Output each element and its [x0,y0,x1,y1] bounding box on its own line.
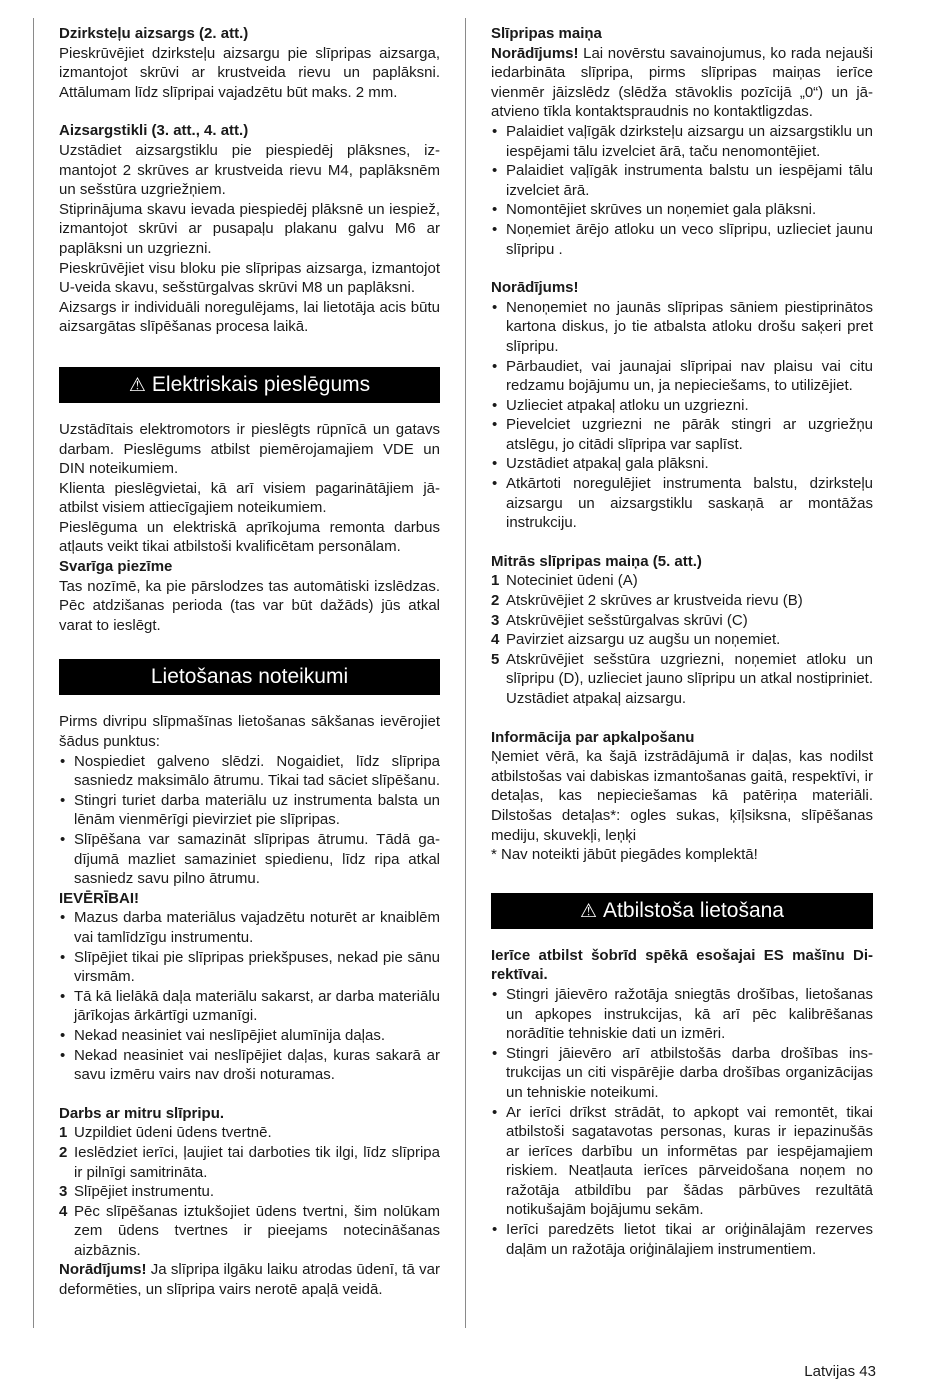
step-number: 1 [59,1124,68,1142]
left-margin-rule [33,18,34,1328]
important-note-text: Tas nozīmē, ka pie pārslodzes tas automātiski izslēdzas. Pēc atdzišanas perioda (tas var būt dažāds) jūs atkal varat to ieslēgt. [59,577,440,634]
note-text: Lai novērstu savainojumus, ko rada nejauši iedarbināta slīpripa, pirms slīpripas maiņas ierīce vienmēr jāizslēdz (slēdža stāvoklis pozīcijā „0“) un jāatvieno tīkla kontaktspraudnis no kontaktligzdas. [491,44,873,121]
warning-icon: ⚠ [580,900,598,922]
intended-use-list [491,985,873,1259]
list-item: • Nenoņemiet no jaunās slīpripas sāniem piestiprinātos kartona diskus, jo tie atbalsta atloku drošu saķeri pret slīpripu. [491,298,873,357]
eye-shield-heading: Aizsargstikli (3. att., 4. att.) [59,122,249,140]
step-text: Ieslēdziet ierīci, ļaujiet tai darboties tik ilgi, līdz slīpripa ir pilnīgi samitrināta. [74,1143,440,1181]
step-text: Atskrūvējiet 2 skrūves ar krustveida rievu (B) [506,592,803,610]
step-number: 2 [491,592,500,610]
banner-title: Lietošanas noteikumi [150,665,349,689]
page-number: Latvijas 43 [804,1363,876,1380]
wet-wheel-heading: Darbs ar mitru slīpripu. [59,1104,225,1122]
step-text: Noteciniet ūdeni (A) [506,572,638,590]
step-text: Atskrūvējiet sešstūra uzgriezni, noņemiet atloku un slīpripu (D), uzlieciet jauno slīpripu un atkal nostipriniet. Uzstādiet atpakaļ aizsargu. [506,650,873,707]
wet-wheel-steps [59,1123,440,1260]
right-column [491,24,873,1259]
list-item: • Stingri turiet darba materiālu uz instrumenta balsta un lēnām vienmērīgi pievirziet pie slīpripas. [59,791,440,830]
electrical-text-3: Pieslēguma un elektriskā aprīkojuma remonta darbus atļauts veikt tikai atbilstoši kvalificētam personālam. [59,518,440,556]
list-item [491,591,873,611]
attention-heading: IEVĒRĪBAI! [59,889,140,907]
step-text: Uzpildiet ūdeni ūdens tvertnē. [74,1124,272,1142]
list-item [491,650,873,709]
note-label: Norādījums! [59,1261,147,1279]
step-number: 3 [491,611,500,629]
banner-title: Elektriskais pieslēgums [151,372,371,396]
list-item: • Nekad neasiniet vai neslīpējiet daļas, kuras sakarā ar savu izmēru vairs nav droši noturamas. [59,1046,440,1085]
step-number: 4 [59,1202,68,1220]
operating-rules-banner [59,659,440,695]
list-item [491,630,873,650]
wheel-change-heading: Slīpripas maiņa [491,25,602,42]
spark-guard-heading: Dzirksteļu aizsargs (2. att.) [59,25,249,42]
list-item [59,1182,440,1202]
wet-wheel-change-heading: Mitrās slīpripas maiņa (5. att.) [491,552,702,570]
list-item: • Palaidiet vaļīgāk dzirksteļu aizsargu un aizsargstiklu un iespējami tālu izvelciet ārā, taču nenomontējiet. [491,122,873,161]
step-number: 2 [59,1143,68,1161]
banner-title: Atbilstoša lietošana [603,898,784,922]
electrical-connection-banner [59,367,440,403]
list-item [59,1143,440,1182]
list-item [491,571,873,591]
wheel-change-list [491,122,873,259]
eye-shield-text-3: Pieskrūvējiet visu bloku pie slīpripas aizsarga, izmantojot U-veida skavu, sešstūrgalvas skrūvi M8 un paplāksni. [59,259,440,297]
electrical-text-1: Uzstādītais elektromotors ir pieslēgts rūpnīcā un gatavs darbam. Pieslēgums atbilst piemērojamajiem VDE un DIN noteikumiem. [59,420,440,478]
note-label: Norādījums! [491,44,579,62]
note-heading: Norādījums! [491,279,579,297]
step-number: 4 [491,631,500,649]
step-number: 3 [59,1183,68,1201]
list-item: • Ar ierīci drīkst strādāt, to apkopt vai remontēt, tikai atbilstoši sagatavotas personas, kuras ir iepazinušās ar ierīces darbību un informētas par iespējamajiem riskiem. Neatļauta ierīces pārveidošana noņem no ražotāja atbildību par šādas pārbūves rezultātā notikušajām bojājumu sekām. [491,1103,873,1221]
list-item: • Slīpējiet tikai pie slīpripas priekšpuses, nekad pie sānu virsmām. [59,948,440,987]
spark-guard-text: Pieskrūvējiet dzirksteļu aizsargu pie slīpripas aizsarga, izmantojot skrūvi ar krustveida rievu un paplāksni. Attālumam līdz slīpripai vajadzētu būt maks. 2 mm. [59,44,440,101]
operating-intro: Pirms divripu slīpmašīnas lietošanas sākšanas ievērojiet šādus punktus: [59,713,440,751]
electrical-text-2: Klienta pieslēgvietai, kā arī visiem pagarinātājiem jāatbilst visiem attiecīgajiem noteikumiem. [59,479,440,517]
list-item [491,611,873,631]
list-item [59,1202,440,1261]
warning-icon: ⚠ [128,374,146,396]
step-number: 1 [491,572,500,590]
eye-shield-text-4: Aizsargs ir individuāli noregulējams, lai lietotāja acis būtu aizsargātas slīpēšanas procesa laikā. [59,298,440,336]
list-item: • Mazus darba materiālus vajadzētu noturēt ar knaiblēm vai tamlīdzīgu instrumentu. [59,908,440,947]
list-item [59,1123,440,1143]
step-number: 5 [491,650,500,668]
service-info-heading: Informācija par apkalpošanu [491,728,695,746]
eye-shield-text-2: Stiprinājuma skavu ievada piespiedēj plāksnē un iespiež, izmantojot skrūvi ar pusapaļu plakanu galvu M6 ar paplāksni un uzgriezni. [59,200,440,257]
service-info-text: Ņemiet vērā, ka šajā izstrādājumā ir daļas, kas nodilst atbilstošas vai dabiskas izmantošanas gaitā, respektīvi, ir detaļas, kas nepieciešamas kā patēriņa materiāli. Dilstošas detaļas*: ogles sukas, ķīļsiksna, slīpēšanas mediju, skuvekļi, leņķi [491,748,873,844]
intended-use-banner [491,893,873,929]
wet-wheel-change-steps [491,571,873,708]
list-item: • Noņemiet ārējo atloku un veco slīpripu, uzlieciet jaunu slīpripu . [491,220,873,259]
list-item: • Ierīci paredzēts lietot tikai ar oriģinālajām rezerves daļām un ražotāja oriģinālajiem instrumentiem. [491,1220,873,1259]
step-text: Atskrūvējiet sešstūrgalvas skrūvi (C) [506,611,748,629]
wheel-change-note [491,44,873,122]
list-item: • Stingri jāievēro arī atbilstošās darba drošības instrukcijas un citi vispārējie darba drošības organizācijas un tehniskie noteikumi. [491,1044,873,1103]
step-text: Pēc slīpēšanas iztukšojiet ūdens tvertni, šim nolūkam zem ūdens tvertnes ir pieejams notecināšanas aizbāznis. [74,1202,440,1259]
list-item: • Nospiediet galveno slēdzi. Nogaidiet, līdz slīpripa sasniedz maksimālo ātrumu. Tikai tad sāciet slīpēšanu. [59,752,440,791]
note-text: Ja slīpripa ilgāku laiku atrodas ūdenī, tā var deformēties, un slīpripa vairs nerotē apaļā veidā. [59,1261,440,1299]
list-item: • Nekad neasiniet vai neslīpējiet alumīnija daļas. [59,1026,440,1046]
step-text: Slīpējiet instrumentu. [74,1183,215,1201]
list-item: • Slīpēšana var samazināt slīpripas ātrumu. Tādā gadījumā mazliet samaziniet spiedienu, līdz ripa atkal sasniedz savu pilno ātrumu. [59,830,440,889]
list-item: • Nomontējiet skrūves un noņemiet gala plāksni. [491,200,873,220]
eye-shield-text-1: Uzstādiet aizsargstiklu pie piespiedēj plāksnes, izmantojot 2 skrūves ar krustveida rievu M4, paplāksnēm un sešstūra uzgriežņiem. [59,141,440,199]
service-info-footnote: * Nav noteikti jābūt piegādes komplektā! [491,846,758,864]
list-item: • Tā kā lielākā daļa materiālu sakarst, ar darba materiālu jārīkojas ārkārtīgi uzmanīgi. [59,987,440,1026]
attention-list [59,908,440,1084]
directive-heading: Ierīce atbilst šobrīd spēkā esošajai ES mašīnu Direktīvai. [491,946,873,984]
list-item: • Uzlieciet atpakaļ atloku un uzgriezni. [491,396,873,416]
note-list [491,298,873,533]
list-item: • Uzstādiet atpakaļ gala plāksni. [491,454,873,474]
list-item: • Pārbaudiet, vai jaunajai slīpripai nav plaisu vai citu redzamu bojājumu un, ja nepieciešams, to utilizējiet. [491,357,873,396]
important-note-heading: Svarīga piezīme [59,558,173,576]
wet-wheel-note [59,1260,440,1299]
column-divider [465,18,466,1328]
step-text: Pavirziet aizsargu uz augšu un noņemiet. [506,631,781,649]
list-item: • Stingri jāievēro ražotāja sniegtās drošības, lietošanas un apkopes instrukcijas, kā arī pēc kalibrēšanas norādītie tehniskie dati un izmēri. [491,985,873,1044]
list-item: • Atkārtoti noregulējiet instrumenta balstu, dzirksteļu aizsargu un aizsargstiklu saskaņā ar montāžas instrukciju. [491,474,873,533]
list-item: • Pievelciet uzgriezni ne pārāk stingri ar uzgriežņu atslēgu, jo citādi slīpripa var saplīst. [491,415,873,454]
left-column [59,24,440,1300]
operating-list [59,752,440,889]
list-item: • Palaidiet vaļīgāk instrumenta balstu un iespējami tālu izvelciet ārā. [491,161,873,200]
